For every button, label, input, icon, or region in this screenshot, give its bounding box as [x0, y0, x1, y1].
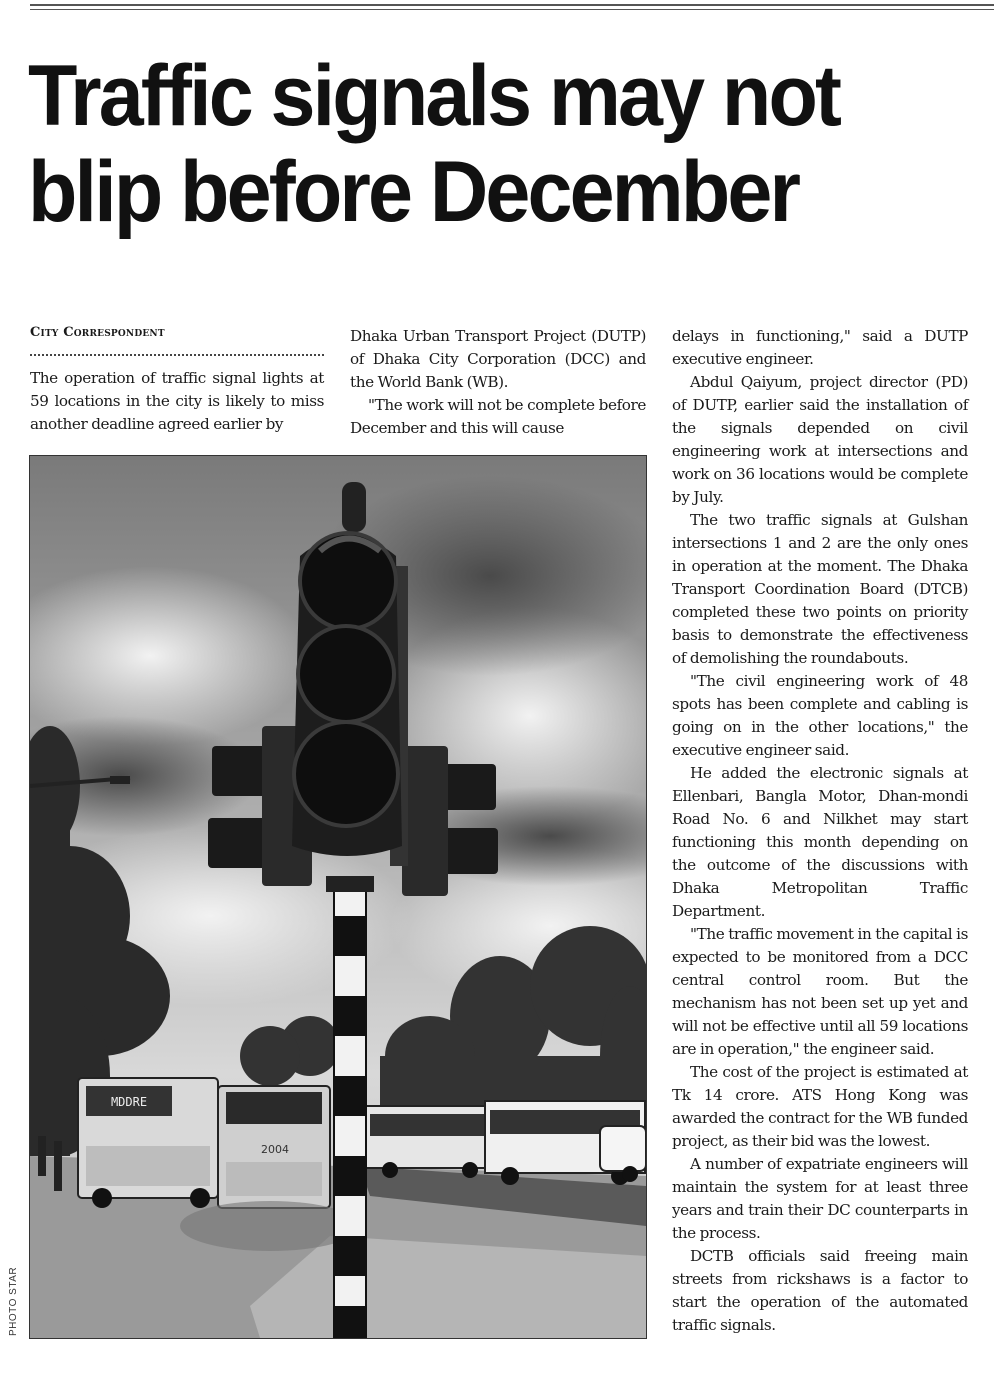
paragraph: Dhaka Urban Transport Project (DUTP) of Dhaka City Corporation (DCC) and the World Bank (WB). — [350, 327, 646, 391]
pole-bracket — [326, 876, 374, 892]
column-1 — [30, 367, 324, 436]
paragraph: The cost of the project is estimated at Tk 14 crore. ATS Hong Kong was awarded the contract for the WB funded project, as their bid was the lowest. — [672, 1063, 968, 1150]
paragraph: "The work will not be complete before December and this will cause — [350, 396, 646, 437]
bus-rear-text: 2004 — [261, 1143, 289, 1156]
headline-line-1: Traffic signals may not — [28, 48, 840, 144]
red-lamp — [300, 533, 396, 629]
headline — [28, 48, 936, 240]
bus-right-1 — [365, 1106, 490, 1178]
photo-credit: PHOTO STAR — [8, 1266, 19, 1336]
paragraph: Abdul Qaiyum, project director (PD) of DUTP, earlier said the installation of the signals depended on civil engineering work at intersections and work on 36 locations would be complete by July. — [672, 373, 968, 506]
lamp-head — [110, 776, 130, 784]
paragraph: The operation of traffic signal lights at 59 locations in the city is likely to miss another deadline agreed earlier by — [30, 369, 324, 433]
paragraph: "The civil engineering work of 48 spots has been complete and cabling is going on in the other locations," the executive engineer said. — [672, 672, 968, 759]
byline: City Correspondent — [30, 325, 165, 340]
green-lamp — [294, 722, 398, 826]
signal-pole — [334, 886, 366, 1338]
top-rule-thin — [30, 9, 994, 10]
column-3 — [672, 325, 968, 1337]
bus-plate: MDDRE — [110, 1095, 148, 1109]
bus-left — [78, 1078, 218, 1208]
paragraph: DCTB officials said freeing main streets from rickshaws is a factor to start the operation of the automated traffic signals. — [672, 1247, 968, 1334]
top-rule — [30, 4, 994, 6]
byline-divider — [30, 354, 324, 356]
paragraph: delays in functioning," said a DUTP executive engineer. — [672, 327, 968, 368]
column-2 — [350, 325, 646, 440]
bus-center — [218, 1086, 330, 1208]
paragraph: "The traffic movement in the capital is expected to be monitored from a DCC central control room. But the mechanism has not been set up yet and will not be effective until all 59 locations are in operation," the engineer said. — [672, 925, 968, 1058]
paragraph: The two traffic signals at Gulshan intersections 1 and 2 are the only ones in operation at the moment. The Dhaka Transport Coordination Board (DTCB) completed these two points on priority basis to demonstrate the effectiveness of demolishing the roundabouts. — [672, 511, 968, 667]
headline-line-2: blip before December — [28, 144, 799, 240]
traffic-signal-photo — [29, 455, 647, 1339]
photo-illustration — [30, 456, 646, 1338]
amber-lamp — [298, 626, 394, 722]
paragraph: He added the electronic signals at Ellenbari, Bangla Motor, Dhan-mondi Road No. 6 and Nilkhet may start functioning this month depending on the outcome of the discussions with Dhaka Metropolitan Traffic Department. — [672, 764, 968, 920]
paragraph: A number of expatriate engineers will maintain the system for at least three years and train their DC counterparts in the process. — [672, 1155, 968, 1242]
